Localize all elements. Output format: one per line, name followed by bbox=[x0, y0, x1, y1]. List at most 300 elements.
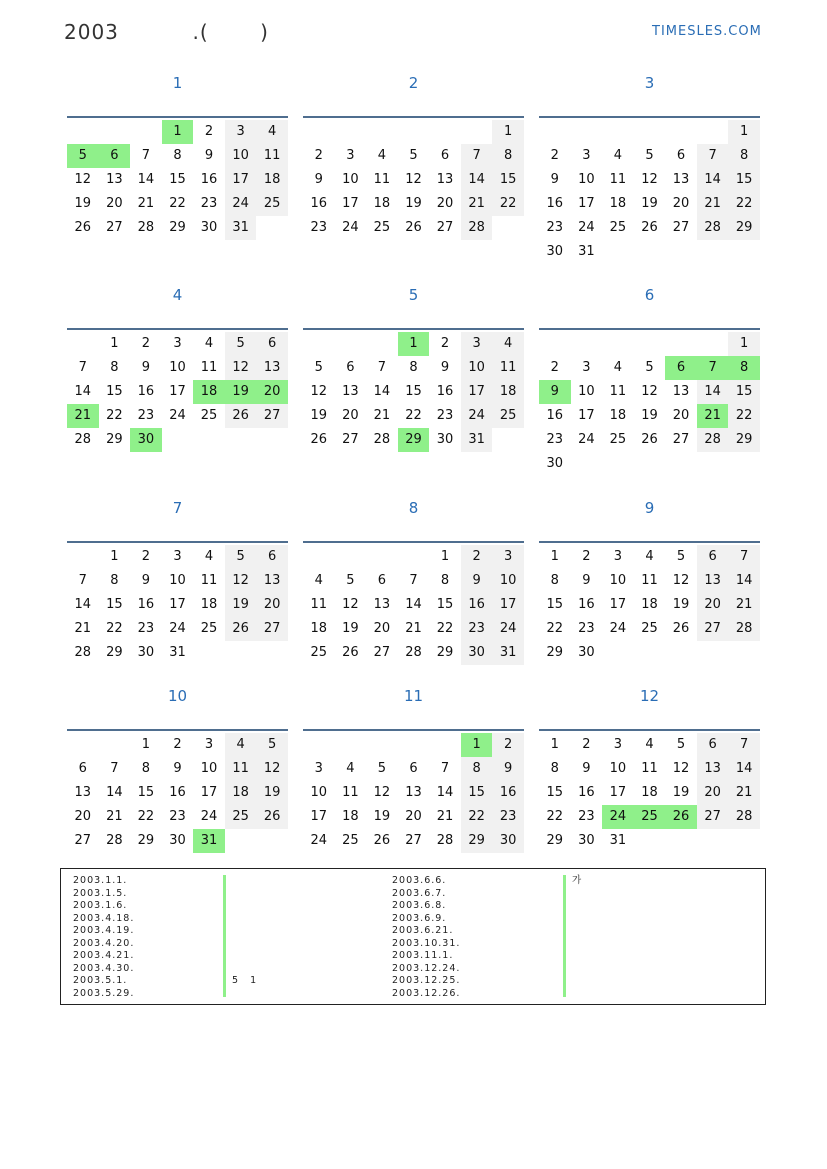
day-cell: 24 bbox=[602, 805, 634, 829]
empty-day-cell bbox=[665, 332, 697, 356]
day-cell: 26 bbox=[405, 220, 422, 235]
day-cell: 6 bbox=[256, 332, 288, 356]
month-days-grid bbox=[303, 120, 524, 240]
day-cell: 28 bbox=[405, 645, 422, 660]
day-cell: 7 bbox=[78, 573, 87, 588]
day-cell: 26 bbox=[225, 617, 257, 641]
day-cell: 22 bbox=[137, 809, 155, 824]
holiday-name bbox=[232, 900, 256, 913]
holiday-name bbox=[572, 913, 581, 926]
day-cell: 18 bbox=[641, 597, 658, 612]
day-cell: 2 bbox=[582, 737, 591, 752]
day-cell: 9 bbox=[550, 172, 559, 187]
day-cell: 8 bbox=[461, 757, 493, 781]
day-cell: 12 bbox=[672, 761, 690, 776]
month-name: 8 bbox=[408, 499, 419, 517]
page-title: 2003 .( ) bbox=[64, 20, 269, 44]
day-cell: 11 bbox=[310, 597, 328, 612]
holiday-name bbox=[572, 963, 581, 976]
day-cell: 9 bbox=[204, 148, 214, 163]
day-cell: 2 bbox=[141, 336, 151, 351]
day-cell: 2 bbox=[141, 549, 151, 564]
day-cell: 11 bbox=[641, 761, 658, 776]
day-cell: 9 bbox=[492, 757, 524, 781]
day-cell: 25 bbox=[634, 805, 666, 829]
day-cell: 24 bbox=[492, 617, 524, 641]
day-cell: 10 bbox=[609, 573, 627, 588]
month-divider bbox=[67, 729, 288, 731]
day-cell: 28 bbox=[106, 833, 123, 848]
day-cell: 4 bbox=[314, 573, 323, 588]
day-cell: 21 bbox=[74, 621, 92, 636]
day-cell: 21 bbox=[697, 192, 729, 216]
day-cell: 1 bbox=[110, 549, 119, 564]
holiday-name bbox=[232, 938, 256, 951]
day-cell: 15 bbox=[728, 380, 760, 404]
day-cell: 11 bbox=[373, 172, 391, 187]
day-cell: 26 bbox=[342, 645, 359, 660]
month-days-grid bbox=[539, 332, 760, 476]
day-cell: 13 bbox=[256, 356, 288, 380]
holiday-names-left bbox=[223, 875, 256, 997]
day-cell: 25 bbox=[200, 408, 218, 423]
empty-day-cell bbox=[335, 332, 367, 356]
day-cell: 6 bbox=[346, 360, 355, 375]
day-cell: 21 bbox=[461, 192, 493, 216]
day-cell: 27 bbox=[697, 617, 729, 641]
day-cell: 21 bbox=[728, 593, 760, 617]
day-cell: 11 bbox=[342, 785, 359, 800]
day-cell: 31 bbox=[578, 244, 595, 259]
day-cell: 13 bbox=[74, 785, 92, 800]
day-cell: 5 bbox=[67, 144, 99, 168]
day-cell: 29 bbox=[728, 216, 760, 240]
holiday-name bbox=[232, 988, 256, 1001]
empty-day-cell bbox=[398, 120, 430, 144]
day-cell: 14 bbox=[461, 168, 493, 192]
holiday-date: 2003.6.9. bbox=[392, 912, 447, 924]
day-cell: 13 bbox=[405, 785, 422, 800]
month-name: 10 bbox=[167, 687, 188, 705]
day-cell: 22 bbox=[106, 408, 123, 423]
day-cell: 23 bbox=[200, 196, 218, 211]
holiday-date: 2003.6.8. bbox=[392, 900, 447, 911]
day-cell: 30 bbox=[461, 641, 493, 665]
day-cell: 23 bbox=[137, 408, 155, 423]
day-cell: 18 bbox=[492, 380, 524, 404]
month-block bbox=[303, 284, 524, 447]
day-cell: 17 bbox=[578, 408, 595, 423]
day-cell: 28 bbox=[697, 428, 729, 452]
month-days-grid bbox=[303, 733, 524, 853]
day-cell: 4 bbox=[346, 761, 355, 776]
day-cell: 10 bbox=[461, 356, 493, 380]
day-cell: 12 bbox=[641, 384, 658, 399]
day-cell: 18 bbox=[373, 196, 391, 211]
month-days-grid bbox=[303, 332, 524, 452]
day-cell: 11 bbox=[609, 172, 627, 187]
day-cell: 14 bbox=[405, 597, 422, 612]
empty-day-cell bbox=[665, 120, 697, 144]
day-cell: 23 bbox=[310, 220, 328, 235]
day-cell: 17 bbox=[492, 593, 524, 617]
day-cell: 16 bbox=[436, 384, 454, 399]
holiday-date: 2003.4.20. bbox=[73, 937, 135, 949]
day-cell: 10 bbox=[310, 785, 328, 800]
day-cell: 20 bbox=[697, 781, 729, 805]
day-cell: 4 bbox=[613, 360, 623, 375]
empty-day-cell bbox=[335, 733, 367, 757]
day-cell: 26 bbox=[665, 805, 697, 829]
day-cell: 24 bbox=[225, 192, 257, 216]
day-cell: 21 bbox=[436, 809, 454, 824]
empty-day-cell bbox=[130, 120, 162, 144]
day-cell: 16 bbox=[200, 172, 218, 187]
day-cell: 2 bbox=[550, 360, 559, 375]
day-cell: 19 bbox=[342, 621, 359, 636]
day-cell: 14 bbox=[373, 384, 391, 399]
month-block bbox=[67, 497, 288, 660]
day-cell: 26 bbox=[641, 220, 658, 235]
month-days-grid bbox=[539, 733, 760, 853]
day-cell: 21 bbox=[67, 404, 99, 428]
day-cell: 18 bbox=[200, 597, 218, 612]
day-cell: 21 bbox=[697, 404, 729, 428]
month-days-grid bbox=[67, 332, 288, 452]
empty-day-cell bbox=[602, 120, 634, 144]
day-cell: 6 bbox=[697, 733, 729, 757]
day-cell: 30 bbox=[546, 456, 564, 471]
day-cell: 19 bbox=[641, 408, 658, 423]
holiday-date: 2003.10.31. bbox=[392, 937, 461, 949]
day-cell: 2 bbox=[314, 148, 323, 163]
month-block bbox=[303, 72, 524, 235]
day-cell: 15 bbox=[728, 168, 760, 192]
day-cell: 29 bbox=[398, 428, 430, 452]
month-divider bbox=[539, 541, 760, 543]
day-cell: 5 bbox=[225, 545, 257, 569]
day-cell: 14 bbox=[74, 597, 92, 612]
day-cell: 25 bbox=[200, 621, 218, 636]
day-cell: 19 bbox=[225, 380, 257, 404]
day-cell: 3 bbox=[613, 549, 623, 564]
day-cell: 18 bbox=[342, 809, 359, 824]
empty-day-cell bbox=[429, 733, 461, 757]
day-cell: 24 bbox=[169, 621, 186, 636]
day-cell: 8 bbox=[492, 144, 524, 168]
day-cell: 8 bbox=[173, 148, 182, 163]
month-block bbox=[303, 685, 524, 848]
day-cell: 12 bbox=[641, 172, 658, 187]
day-cell: 10 bbox=[578, 172, 595, 187]
day-cell: 4 bbox=[645, 549, 654, 564]
day-cell: 1 bbox=[440, 549, 450, 564]
day-cell: 20 bbox=[436, 196, 454, 211]
day-cell: 10 bbox=[342, 172, 359, 187]
day-cell: 11 bbox=[200, 360, 218, 375]
day-cell: 29 bbox=[169, 220, 186, 235]
day-cell: 14 bbox=[106, 785, 123, 800]
day-cell: 12 bbox=[225, 356, 257, 380]
holiday-names-right bbox=[563, 875, 581, 997]
day-cell: 1 bbox=[110, 336, 119, 351]
day-cell: 5 bbox=[676, 737, 686, 752]
month-block bbox=[303, 497, 524, 660]
day-cell: 30 bbox=[546, 244, 564, 259]
month-name: 5 bbox=[408, 286, 419, 304]
day-cell: 25 bbox=[342, 833, 359, 848]
day-cell: 15 bbox=[137, 785, 155, 800]
day-cell: 2 bbox=[582, 549, 591, 564]
day-cell: 5 bbox=[256, 733, 288, 757]
day-cell: 27 bbox=[436, 220, 454, 235]
day-cell: 31 bbox=[492, 641, 524, 665]
day-cell: 30 bbox=[137, 645, 155, 660]
day-cell: 2 bbox=[550, 148, 559, 163]
day-cell: 20 bbox=[405, 809, 422, 824]
day-cell: 13 bbox=[373, 597, 391, 612]
day-cell: 9 bbox=[141, 573, 151, 588]
day-cell: 24 bbox=[342, 220, 359, 235]
day-cell: 22 bbox=[461, 805, 493, 829]
holiday-date: 2003.1.1. bbox=[73, 875, 128, 886]
month-days-grid bbox=[67, 120, 288, 240]
day-cell: 7 bbox=[461, 144, 493, 168]
day-cell: 12 bbox=[342, 597, 359, 612]
day-cell: 19 bbox=[256, 781, 288, 805]
day-cell: 14 bbox=[74, 384, 92, 399]
day-cell: 7 bbox=[440, 761, 450, 776]
day-cell: 17 bbox=[609, 785, 627, 800]
day-cell: 17 bbox=[310, 809, 328, 824]
holiday-name: 가 bbox=[572, 875, 582, 886]
holiday-date: 2003.5.29. bbox=[73, 987, 135, 999]
empty-day-cell bbox=[398, 545, 430, 569]
day-cell: 4 bbox=[204, 549, 214, 564]
day-cell: 30 bbox=[578, 645, 595, 660]
day-cell: 20 bbox=[672, 408, 690, 423]
day-cell: 5 bbox=[645, 148, 654, 163]
day-cell: 7 bbox=[728, 733, 760, 757]
day-cell: 27 bbox=[697, 805, 729, 829]
holiday-date: 2003.4.21. bbox=[73, 950, 135, 961]
holiday-date: 2003.12.25. bbox=[392, 975, 461, 986]
month-name: 12 bbox=[639, 687, 660, 705]
empty-day-cell bbox=[571, 332, 603, 356]
day-cell: 1 bbox=[550, 549, 559, 564]
holiday-date: 2003.11.1. bbox=[392, 950, 454, 961]
day-cell: 12 bbox=[373, 785, 391, 800]
day-cell: 13 bbox=[106, 172, 123, 187]
day-cell: 8 bbox=[110, 573, 119, 588]
holiday-date: 2003.12.24. bbox=[392, 962, 461, 974]
holiday-date: 2003.6.7. bbox=[392, 887, 447, 899]
day-cell: 23 bbox=[578, 809, 595, 824]
day-cell: 13 bbox=[256, 569, 288, 593]
day-cell: 22 bbox=[546, 621, 564, 636]
holiday-date: 2003.4.30. bbox=[73, 962, 135, 974]
day-cell: 11 bbox=[256, 144, 288, 168]
empty-day-cell bbox=[99, 733, 131, 757]
day-cell: 29 bbox=[106, 432, 123, 447]
holiday-date: 2003.12.26. bbox=[392, 987, 461, 999]
day-cell: 31 bbox=[225, 216, 257, 240]
day-cell: 21 bbox=[728, 781, 760, 805]
day-cell: 28 bbox=[728, 617, 760, 641]
day-cell: 24 bbox=[461, 404, 493, 428]
day-cell: 9 bbox=[141, 360, 151, 375]
day-cell: 7 bbox=[78, 360, 87, 375]
site-logo[interactable]: TIMESLES.COM bbox=[652, 24, 762, 39]
day-cell: 17 bbox=[609, 597, 627, 612]
day-cell: 29 bbox=[106, 645, 123, 660]
day-cell: 28 bbox=[697, 216, 729, 240]
day-cell: 26 bbox=[373, 833, 391, 848]
day-cell: 19 bbox=[641, 196, 658, 211]
empty-day-cell bbox=[634, 120, 666, 144]
day-cell: 2 bbox=[204, 124, 214, 139]
day-cell: 2 bbox=[461, 545, 493, 569]
day-cell: 7 bbox=[728, 545, 760, 569]
day-cell: 25 bbox=[609, 220, 627, 235]
empty-day-cell bbox=[303, 545, 335, 569]
empty-day-cell bbox=[366, 120, 398, 144]
day-cell: 18 bbox=[609, 408, 627, 423]
month-divider bbox=[67, 328, 288, 330]
day-cell: 7 bbox=[377, 360, 387, 375]
day-cell: 21 bbox=[137, 196, 155, 211]
day-cell: 20 bbox=[342, 408, 359, 423]
day-cell: 5 bbox=[314, 360, 323, 375]
day-cell: 19 bbox=[373, 809, 391, 824]
day-cell: 31 bbox=[169, 645, 186, 660]
empty-day-cell bbox=[303, 120, 335, 144]
day-cell: 11 bbox=[225, 757, 257, 781]
month-days-grid bbox=[67, 545, 288, 665]
day-cell: 16 bbox=[578, 785, 595, 800]
day-cell: 23 bbox=[546, 432, 564, 447]
day-cell: 4 bbox=[492, 332, 524, 356]
month-divider bbox=[67, 116, 288, 118]
day-cell: 8 bbox=[110, 360, 119, 375]
day-cell: 5 bbox=[645, 360, 654, 375]
day-cell: 29 bbox=[546, 833, 564, 848]
day-cell: 30 bbox=[578, 833, 595, 848]
month-name: 9 bbox=[644, 499, 655, 517]
day-cell: 22 bbox=[546, 809, 564, 824]
day-cell: 8 bbox=[550, 573, 559, 588]
day-cell: 19 bbox=[672, 597, 690, 612]
day-cell: 5 bbox=[225, 332, 257, 356]
month-divider bbox=[303, 328, 524, 330]
month-block bbox=[539, 685, 760, 848]
day-cell: 14 bbox=[436, 785, 454, 800]
day-cell: 27 bbox=[342, 432, 359, 447]
day-cell: 4 bbox=[645, 737, 654, 752]
day-cell: 1 bbox=[550, 737, 559, 752]
day-cell: 1 bbox=[398, 332, 430, 356]
day-cell: 16 bbox=[461, 593, 493, 617]
day-cell: 22 bbox=[436, 621, 454, 636]
empty-day-cell bbox=[539, 332, 571, 356]
day-cell: 3 bbox=[314, 761, 323, 776]
day-cell: 13 bbox=[697, 569, 729, 593]
empty-day-cell bbox=[366, 733, 398, 757]
day-cell: 14 bbox=[728, 757, 760, 781]
day-cell: 3 bbox=[492, 545, 524, 569]
day-cell: 12 bbox=[74, 172, 92, 187]
month-block bbox=[539, 497, 760, 660]
day-cell: 10 bbox=[169, 360, 186, 375]
day-cell: 24 bbox=[578, 432, 595, 447]
day-cell: 23 bbox=[169, 809, 186, 824]
day-cell: 29 bbox=[137, 833, 155, 848]
day-cell: 16 bbox=[137, 597, 155, 612]
month-days-grid bbox=[539, 545, 760, 665]
day-cell: 26 bbox=[310, 432, 328, 447]
day-cell: 15 bbox=[436, 597, 454, 612]
day-cell: 11 bbox=[609, 384, 627, 399]
day-cell: 8 bbox=[141, 761, 151, 776]
day-cell: 14 bbox=[137, 172, 155, 187]
day-cell: 3 bbox=[461, 332, 493, 356]
day-cell: 12 bbox=[225, 569, 257, 593]
month-block bbox=[539, 72, 760, 259]
month-days-grid bbox=[539, 120, 760, 264]
month-block bbox=[67, 284, 288, 447]
day-cell: 15 bbox=[492, 168, 524, 192]
day-cell: 22 bbox=[492, 192, 524, 216]
day-cell: 17 bbox=[578, 196, 595, 211]
month-name: 4 bbox=[172, 286, 183, 304]
day-cell: 16 bbox=[546, 408, 564, 423]
day-cell: 26 bbox=[225, 404, 257, 428]
day-cell: 1 bbox=[141, 737, 151, 752]
day-cell: 5 bbox=[409, 148, 418, 163]
day-cell: 3 bbox=[173, 336, 182, 351]
empty-day-cell bbox=[303, 733, 335, 757]
day-cell: 18 bbox=[609, 196, 627, 211]
day-cell: 12 bbox=[310, 384, 328, 399]
day-cell: 23 bbox=[578, 621, 595, 636]
day-cell: 24 bbox=[200, 809, 218, 824]
day-cell: 14 bbox=[697, 380, 729, 404]
day-cell: 2 bbox=[440, 336, 450, 351]
empty-day-cell bbox=[602, 332, 634, 356]
day-cell: 9 bbox=[314, 172, 323, 187]
empty-day-cell bbox=[99, 120, 131, 144]
day-cell: 28 bbox=[436, 833, 454, 848]
month-days-grid bbox=[67, 733, 288, 853]
day-cell: 28 bbox=[74, 645, 92, 660]
day-cell: 9 bbox=[539, 380, 571, 404]
day-cell: 17 bbox=[225, 168, 257, 192]
day-cell: 2 bbox=[173, 737, 182, 752]
day-cell: 31 bbox=[193, 829, 225, 853]
day-cell: 25 bbox=[373, 220, 391, 235]
day-cell: 13 bbox=[672, 172, 690, 187]
day-cell: 18 bbox=[256, 168, 288, 192]
empty-day-cell bbox=[335, 120, 367, 144]
day-cell: 31 bbox=[461, 428, 493, 452]
day-cell: 30 bbox=[200, 220, 218, 235]
day-cell: 6 bbox=[377, 573, 387, 588]
holiday-name bbox=[232, 888, 256, 901]
holiday-name bbox=[572, 950, 581, 963]
day-cell: 12 bbox=[405, 172, 422, 187]
day-cell: 26 bbox=[74, 220, 92, 235]
empty-day-cell bbox=[366, 545, 398, 569]
